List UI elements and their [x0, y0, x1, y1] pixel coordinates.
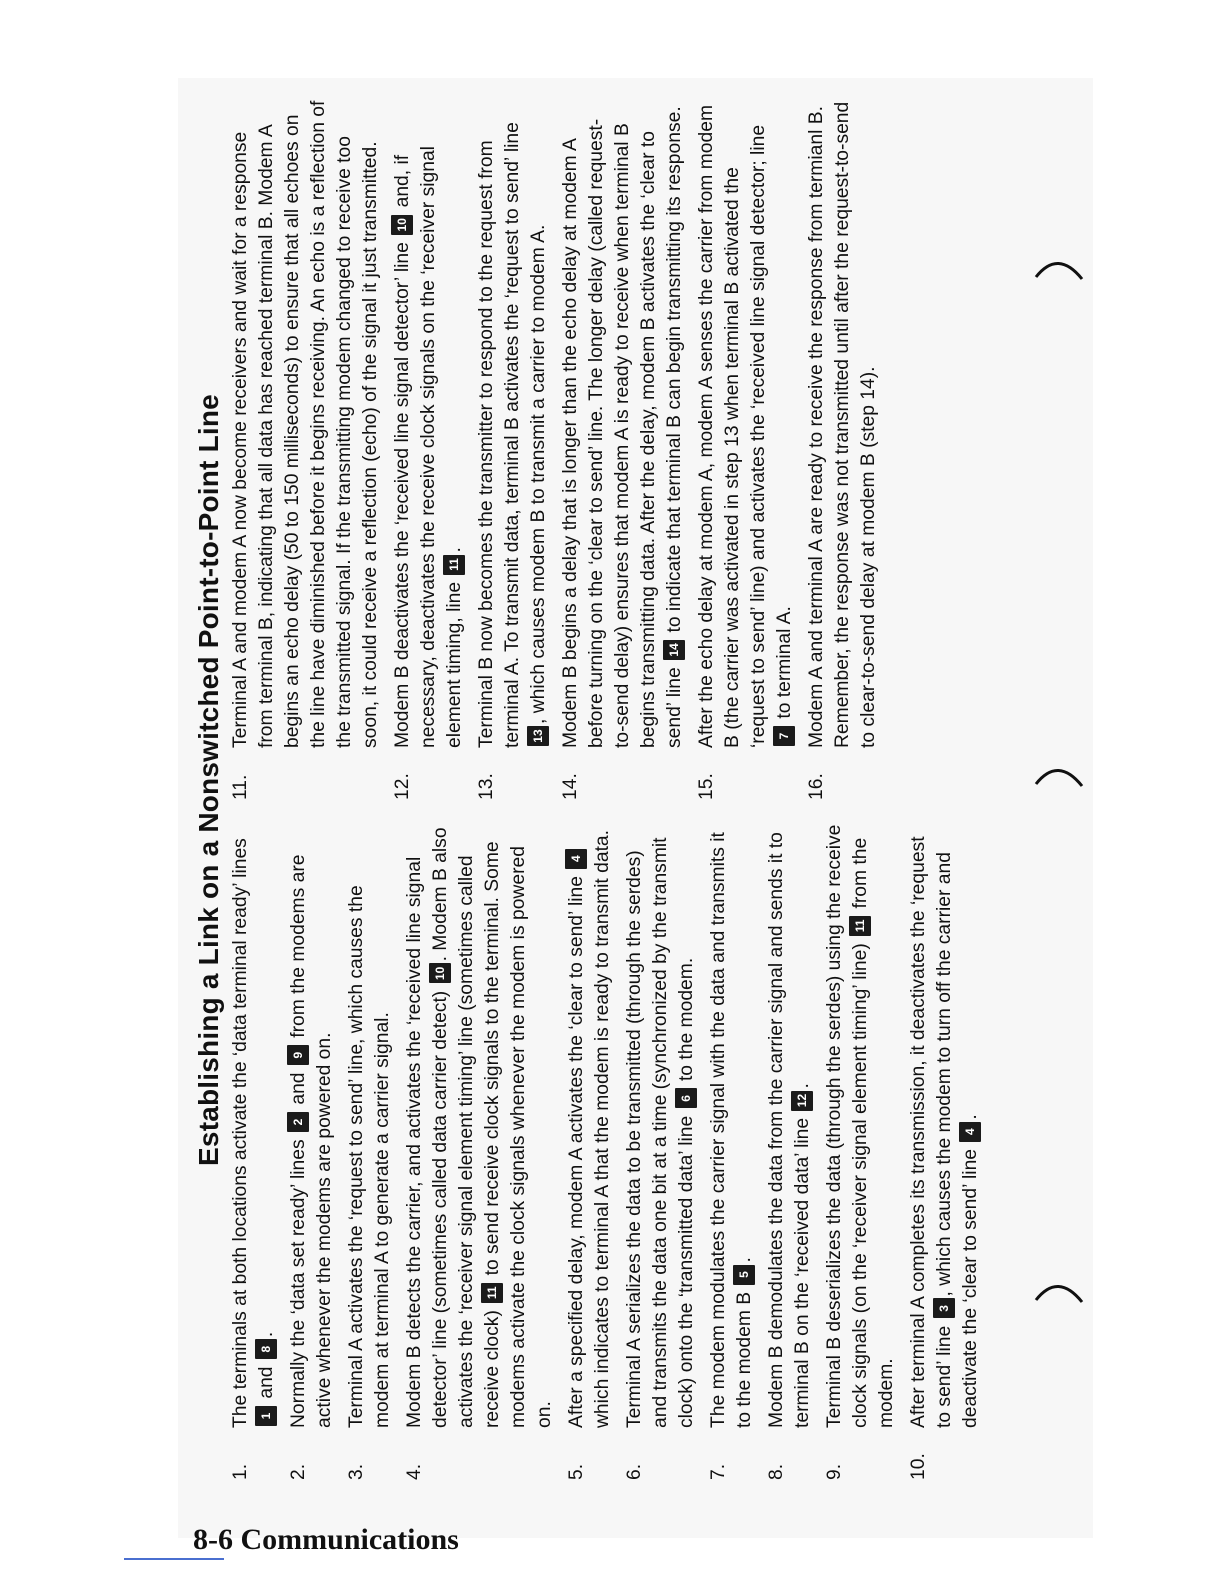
line-number-chip: 6	[675, 1088, 697, 1108]
step-item	[558, 100, 688, 800]
step-number: 1.	[230, 1463, 251, 1480]
step-text-run: from the modems are active whenever the modems are powered on.	[288, 854, 335, 1428]
step-item	[694, 100, 798, 800]
step-text-run: to indicate that terminal B can begin transmitting its response.	[664, 106, 685, 638]
step-item	[822, 818, 900, 1480]
step-number: 15.	[696, 773, 717, 800]
step-text	[560, 106, 685, 748]
step-text-run: to terminal A.	[774, 606, 795, 724]
step-number: 12.	[392, 773, 413, 800]
line-number-chip: 12	[791, 1091, 813, 1111]
step-text-run: Modem B deactivates the ‘received line signal detector’ line	[392, 236, 413, 748]
step-text	[476, 122, 549, 748]
step-number: 9.	[824, 1463, 845, 1480]
step-text	[824, 825, 897, 1428]
page-title: Establishing a Link on a Nonswitched Point-to-Point Line	[193, 394, 224, 1166]
rotated-page-content	[190, 80, 1070, 1480]
step-item	[804, 100, 882, 800]
line-number-chip: 2	[287, 1112, 309, 1132]
step-text	[766, 832, 813, 1428]
line-number-chip: 14	[663, 640, 685, 660]
line-number-chip: 8	[255, 1339, 277, 1359]
line-number-chip: 11	[481, 1283, 503, 1303]
step-number: 13.	[476, 773, 497, 800]
line-number-chip: 10	[429, 963, 451, 983]
step-text	[696, 105, 795, 748]
step-text-run: , which causes modem B to transmit a carrier to modem A.	[528, 224, 549, 724]
step-text-run: .	[256, 1331, 277, 1338]
steps-column-left	[228, 818, 990, 1480]
step-item	[228, 100, 384, 800]
step-text	[566, 830, 613, 1428]
step-number: 14.	[560, 773, 581, 800]
step-item	[764, 818, 816, 1480]
page-footer: 8-6 Communications	[193, 1523, 459, 1556]
step-text-run: Terminal A activates the ‘request to send’ line, which causes the modem at terminal A to generate a carrier signal.	[346, 885, 393, 1428]
step-text-run: and	[288, 1067, 309, 1110]
line-number-chip: 3	[933, 1298, 955, 1318]
line-number-chip: 11	[849, 916, 871, 936]
step-text	[392, 146, 465, 748]
step-text-run: Terminal A and modem A now become receivers and wait for a response from terminal B, indicating that all data has reached terminal B. Modem A begins an echo delay (50 to 150 milliseconds) to ensure that all echoes on the line have diminished before it begins receiving. An echo is a reflection of the transmitted signal. If the transmitting modem changed to receive too soon, it could receive a reflection (echo) of the signal it just transmitted.	[230, 100, 381, 748]
step-text-run: Modem A and terminal A are ready to receive the response from termianl B. Remember, the response was not transmitted until after the request-to-send to clear-to-send delay at modem B (step 14).	[806, 101, 879, 748]
step-text	[288, 855, 335, 1429]
step-text	[708, 832, 755, 1428]
step-number: 5.	[566, 1463, 587, 1480]
step-text	[908, 836, 981, 1428]
step-text-run: Modem B detects the carrier, and activates the ‘received line signal detector’ line (sometimes called data carrier detect)	[404, 856, 451, 1428]
step-text-run: Normally the ‘data set ready’ lines	[288, 1134, 309, 1428]
line-number-chip: 10	[391, 215, 413, 235]
step-text-run: which indicates to terminal A that the modem is ready to transmit data.	[592, 829, 613, 1428]
step-text-run: The terminals at both locations activate the ‘data terminal ready’ lines	[230, 838, 251, 1428]
step-item	[474, 100, 552, 800]
step-number: 8.	[766, 1463, 787, 1480]
step-text-run: Modem B demodulates the data from the carrier signal and sends it to terminal B on the ‘received data’ line	[766, 832, 813, 1428]
step-text-run: Terminal B deserializes the data (through the serdes) using the receive clock signals (on the ‘receiver signal element timing’ line)	[824, 824, 871, 1428]
step-text	[806, 102, 879, 748]
step-text-run: Terminal B now becomes the transmitter to respond to the request from terminal A. To transmit data, terminal B activates the ‘request to send’ line	[476, 122, 523, 748]
line-number-chip: 13	[527, 726, 549, 746]
step-text-run: from the modem.	[850, 837, 897, 1428]
step-number: 7.	[708, 1463, 729, 1480]
punch-hole-mark-middle	[1032, 762, 1086, 808]
line-number-chip: 7	[773, 726, 795, 746]
line-number-chip: 1	[255, 1406, 277, 1426]
line-number-chip: 4	[565, 849, 587, 869]
line-number-chip: 5	[733, 1265, 755, 1285]
step-text-run: .	[444, 547, 465, 553]
step-text-run: to the modem.	[676, 957, 697, 1087]
step-number: 2.	[288, 1463, 309, 1480]
step-item	[390, 100, 468, 800]
step-number: 6.	[624, 1463, 645, 1480]
step-item	[402, 818, 558, 1480]
step-item	[564, 818, 616, 1480]
step-item	[286, 818, 338, 1480]
step-text-run: and	[256, 1361, 277, 1404]
step-text-run: .	[792, 1083, 813, 1089]
step-item	[906, 818, 984, 1480]
step-text-run: Terminal A serializes the data to be transmitted (through the serdes) and transmits the data one bit at a time (synchronized by the transmit clock) onto the ‘transmitted data’ line	[624, 837, 697, 1428]
step-text	[230, 101, 381, 748]
step-number: 3.	[346, 1463, 367, 1480]
step-text-run: and, if necessary, deactivates the receive clock signals on the ‘receiver signal element timing, line	[392, 146, 465, 748]
step-number: 4.	[404, 1463, 425, 1480]
step-text-run: . Modem B also activates the ‘receiver signal element timing’ line (sometimes called receive clock)	[430, 827, 503, 1428]
step-text-run: After terminal A completes its transmission, it deactivates the ‘request to send’ line	[908, 836, 955, 1428]
footer-rule	[124, 1558, 224, 1560]
step-text-run: After a specified delay, modem A activates the ‘clear to send’ line	[566, 870, 587, 1428]
punch-hole-mark-top	[1032, 255, 1086, 301]
line-number-chip: 11	[443, 555, 465, 575]
step-item	[622, 818, 700, 1480]
step-text	[230, 838, 277, 1428]
step-item	[344, 818, 396, 1480]
step-item	[228, 818, 280, 1480]
step-text	[346, 885, 393, 1428]
steps-column-right	[228, 100, 888, 800]
step-text-run: .	[734, 1257, 755, 1263]
step-text	[404, 827, 555, 1428]
step-text-run: , which causes the modem to turn off the carrier and deactivate the ‘clear to send’ line	[934, 852, 981, 1428]
step-text-run: The modem modulates the carrier signal with the data and transmits it to the modem B	[708, 832, 755, 1428]
step-text-run: to send receive clock signals to the terminal. Some modems activate the clock signals whenever the modem is powered on.	[482, 841, 555, 1428]
line-number-chip: 9	[287, 1045, 309, 1065]
step-text-run: .	[960, 1114, 981, 1120]
step-item	[706, 818, 758, 1480]
line-number-chip: 4	[959, 1122, 981, 1142]
step-text-run: Modem B begins a delay that is longer than the echo delay at modem A before turning on the ‘clear to send’ line. The longer delay (called request-to-send delay) ensures that modem A is ready to receive when terminal B begins transmitting data. After the delay, modem B activates the ‘clear to send’ line	[560, 118, 685, 748]
step-text-run: After the echo delay at modem A, modem A senses the carrier from modem B (the carrier was activated in step 13 when terminal B activated the ‘request to send’ line) and activates the ‘received line signal detector; line	[696, 104, 769, 748]
punch-hole-mark-bottom	[1032, 1278, 1086, 1324]
step-text	[624, 837, 697, 1428]
step-number: 11.	[230, 774, 251, 800]
step-number: 10.	[908, 1453, 929, 1480]
step-number: 16.	[806, 773, 827, 800]
